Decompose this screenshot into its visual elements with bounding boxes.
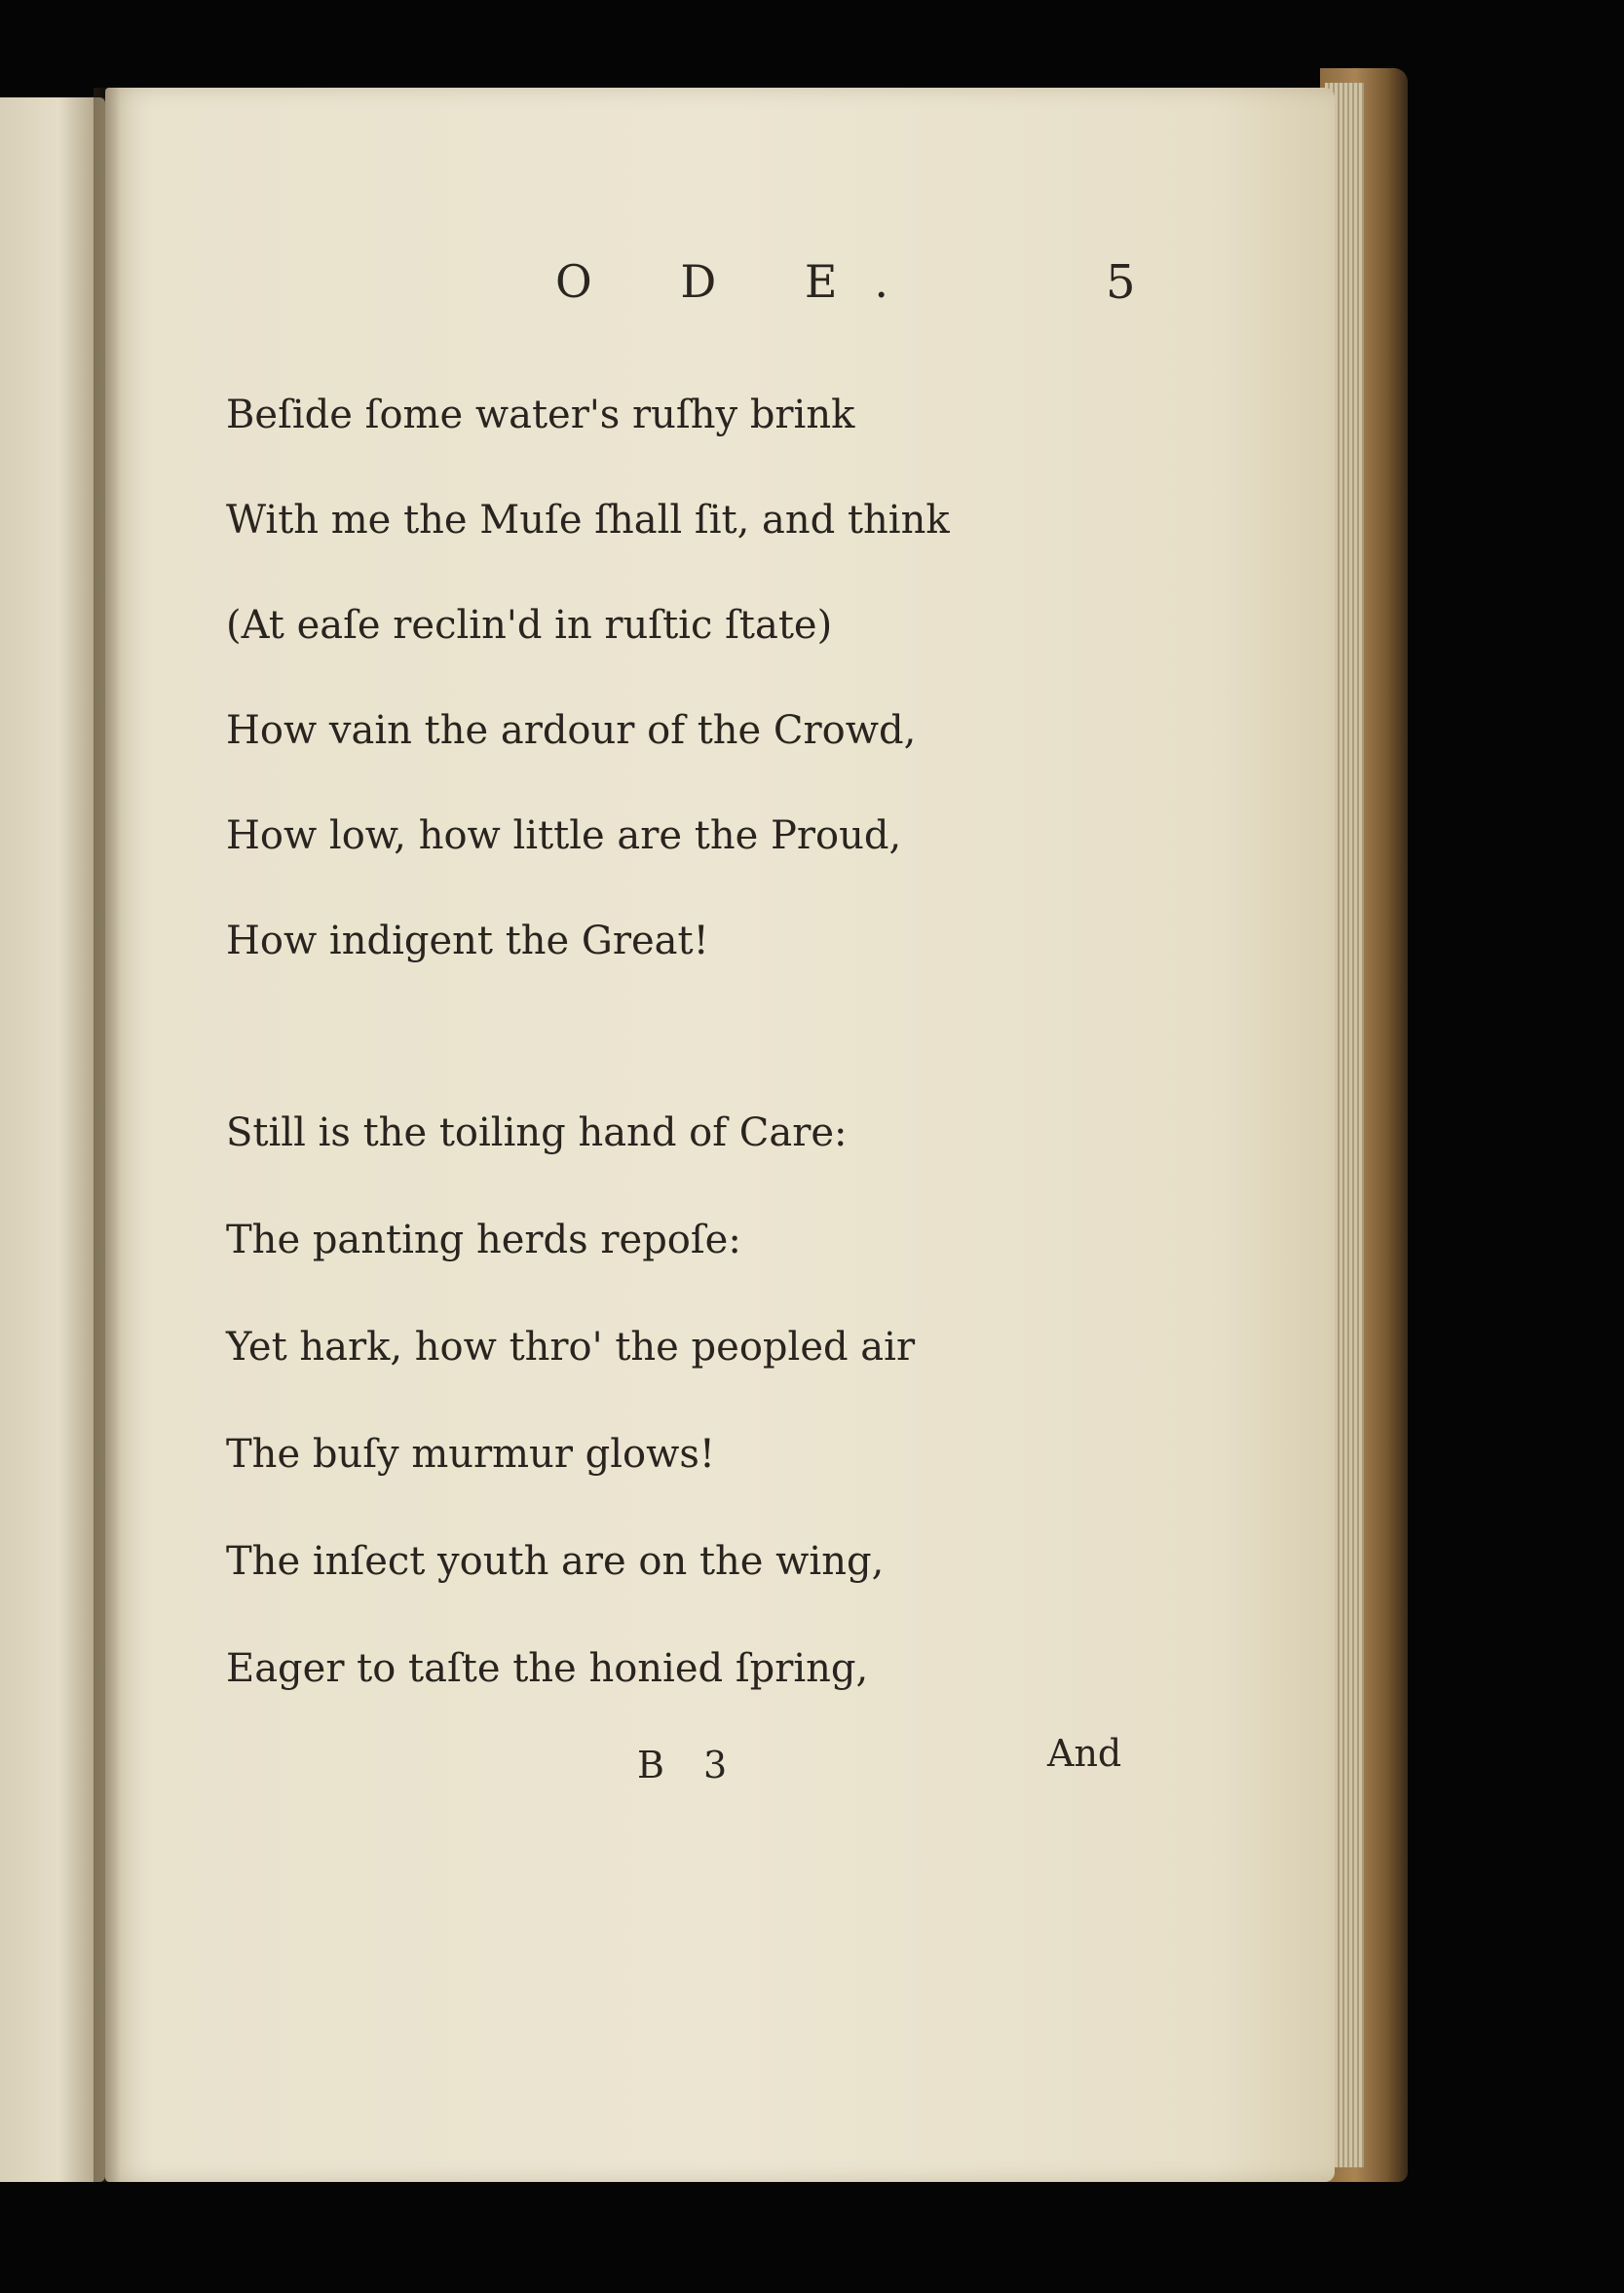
poem-line: Yet hark, how thro' the peopled air — [226, 1325, 916, 1370]
poem-line: (At eaſe reclin'd in ruſtic ſtate) — [226, 603, 833, 648]
catchword: And — [1047, 1732, 1122, 1775]
poem-line: Eager to taſte the honied ſpring, — [226, 1646, 869, 1691]
poem-line: How vain the ardour of the Crowd, — [226, 708, 917, 753]
stanza — [226, 386, 1200, 1017]
poem-line: How low, how little are the Proud, — [226, 813, 902, 858]
spine-shadow — [94, 88, 121, 2182]
poem-line: Still is the toiling hand of Care: — [226, 1110, 848, 1155]
poem-line: With me the Muſe ſhall ſit, and think — [226, 498, 950, 543]
stanza — [226, 1104, 1200, 1747]
poem-line: The inſect youth are on the wing, — [226, 1539, 885, 1584]
poem-line: How indigent the Great! — [226, 919, 709, 963]
poem-line: The panting herds repoſe: — [226, 1218, 741, 1262]
poem-line: Beſide ſome water's ruſhy brink — [226, 393, 855, 437]
poem-line: The buſy murmur glows! — [226, 1432, 715, 1477]
running-head: O D E. — [555, 255, 926, 308]
signature-mark: B 3 — [637, 1744, 741, 1786]
page-number: 5 — [1106, 255, 1136, 310]
